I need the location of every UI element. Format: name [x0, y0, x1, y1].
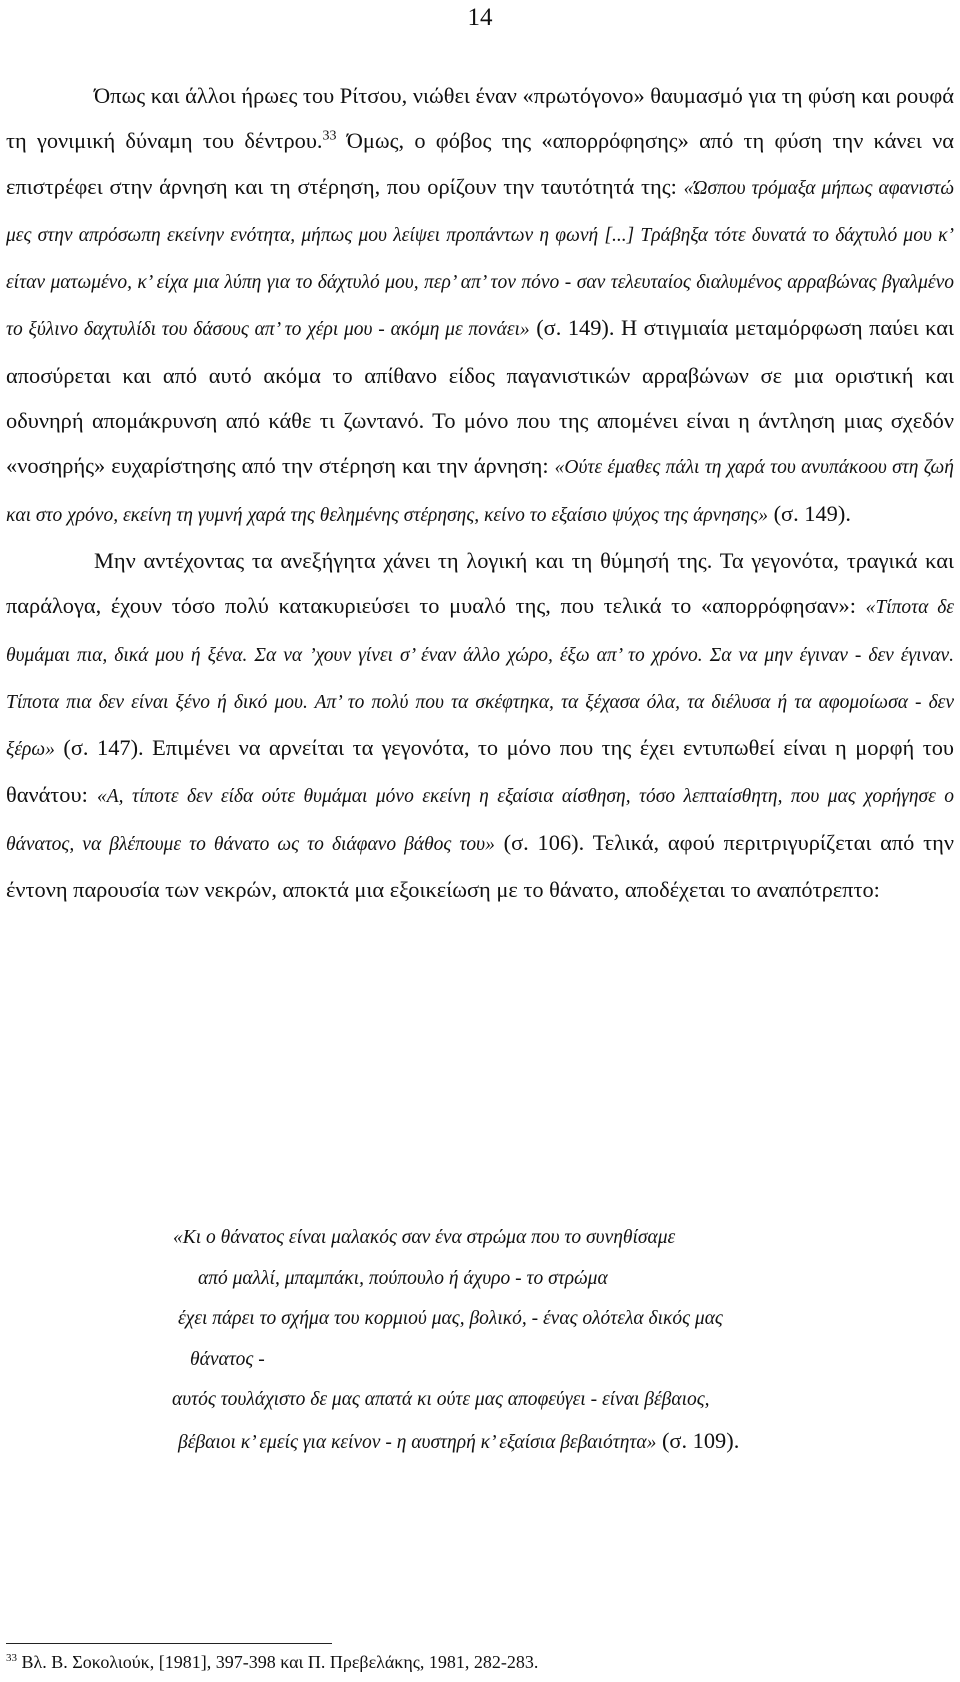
poem-line: θάνατος - [190, 1348, 265, 1370]
paragraph-2-text-2: (σ. 106). Τελικά, αφού περιτριγυρίζεται από την έντονη παρουσία των νεκρών, αποκτά μια εξοικείωση με το θάνατο, αποδέχεται το αναπότρεπτο: [6, 829, 954, 903]
paragraph-1 [6, 73, 954, 538]
paragraph-2-sentence-1: Μην αντέχοντας τα ανεξήγητα χάνει τη λογική και τη θύμησή της. Τα γεγονότα, τραγικά και παράλογα, έχουν τόσο πολύ κατακυριεύσει το μυαλό της, που τελικά το «απορρόφησαν»: [6, 547, 954, 619]
paragraph-1-text-2: (σ. 149). [767, 500, 851, 526]
poem-line: έχει πάρει το σχήμα του κορμιού μας, βολικό, - ένας ολότελα δικός μας [178, 1308, 723, 1329]
paragraph-1-sentence-2: Όμως, ο φόβος της «απορρόφησης» από τη φύση την κάνει να επιστρέφει στην άρνηση και τη στέρηση, που ορίζουν την ταυτότητά της: [6, 128, 955, 199]
paragraph-1-sentence-1: Όπως και άλλοι ήρωες του Ρίτσου, νιώθει έναν «πρωτόγονο» θαυμασμό για τη φύση και ρουφά τη γονιμική δύναμη του δέντρου. [6, 83, 954, 154]
poem-quote [0, 1218, 960, 1463]
paragraph-1-text-1: (σ. 149). Η στιγμιαία μεταμόρφωση παύει και αποσύρεται και από αυτό ακόμα το απίθανο είδος παγανιστικών αρραβώνων σε μια οριστική και οδυνηρή απομάκρυνση από κάθε τι ζωντανό. Το μόνο που της απομένει είναι η άντληση μιας σχεδόν «νοσηρής» ευχαρίστησης από την στέρηση και την άρνηση: [6, 315, 954, 479]
poem-line: αυτός τουλάχιστο δε μας απατά κι ούτε μας αποφεύγει - είναι βέβαιος, [172, 1389, 710, 1410]
poem-line: «Κι ο θάνατος είναι μαλακός σαν ένα στρώμα που το συνηθίσαμε [173, 1227, 676, 1248]
poem-line: βέβαιοι κ’ εμείς για κείνον - η αυστηρή κ’ εξαίσια βεβαιότητα» [178, 1431, 657, 1453]
quote-1: «Ώσπου τρόμαξα μήπως αφανιστώ μες στην απρόσωπη εκείνην ενότητα, μήπως μου λείψει προπάντων η φωνή [...] Τράβηξα τότε δυνατά το δάχτυλό μου κ’ είταν ματωμένο, κ’ είχα μια λύπη για το δάχτυλό μου, περ’ απ’ τον πόνο - σαν τελευταίος διαλυμένος αρραβώνας βγαλμένο το ξύλινο δαχτυλίδι του δάσους απ’ το χέρι μου - ακόμη με πονάει» [6, 177, 955, 341]
poem-last-line [0, 1421, 960, 1464]
quote-3: «Τίποτα δε θυμάμαι πια, δικά μου ή ξένα. Σα να ’χουν γίνει σ’ έναν άλλο χώρο, έξω απ’ το χρόνο. Σα να μην έγιναν - δεν έγιναν. Τίποτα πια δεν είναι ξένο ή δικό μου. Απ’ το πολύ που τα σκέφτηκα, τα ξέχασα όλα, τα διέλυσα ή τα αφομοίωσα - δεν ξέρω» [6, 597, 954, 761]
body-text [6, 73, 954, 912]
quote-2: «Ούτε έμαθες πάλι τη χαρά του ανυπάκοου στη ζωή και στο χρόνο, εκείνη τη γυμνή χαρά της θελημένης στέρησης, κείνο το εξαίσιο ψύχος της άρνησης» [6, 457, 954, 526]
poem-citation: (σ. 109). [656, 1427, 740, 1453]
page-number: 14 [467, 4, 493, 31]
paragraph-2-text-1: (σ. 147). Επιμένει να αρνείται τα γεγονότα, το μόνο που της έχει εντυπωθεί είναι η μορφή του θανάτου: [6, 735, 954, 808]
footnote-number: 33 [6, 1652, 17, 1664]
footnote-divider [6, 1643, 332, 1644]
footnote [6, 1650, 538, 1674]
poem-line: από μαλλί, μπαμπάκι, πούπουλο ή άχυρο - το στρώμα [198, 1267, 608, 1289]
footnote-marker[interactable]: 33 [322, 128, 337, 144]
footnote-text: Βλ. Β. Σοκολιούκ, [1981], 397-398 και Π. Πρεβελάκης, 1981, 282-283. [17, 1652, 539, 1672]
quote-4: «Α, τίποτε δεν είδα ούτε θυμάμαι μόνο εκείνη η εξαίσια αίσθηση, τόσο λεπταίσθητη, που μας χορήγησε ο θάνατος, να βλέπουμε το θάνατο ως το διάφανο βάθος του» [6, 786, 954, 855]
paragraph-2 [6, 538, 954, 912]
